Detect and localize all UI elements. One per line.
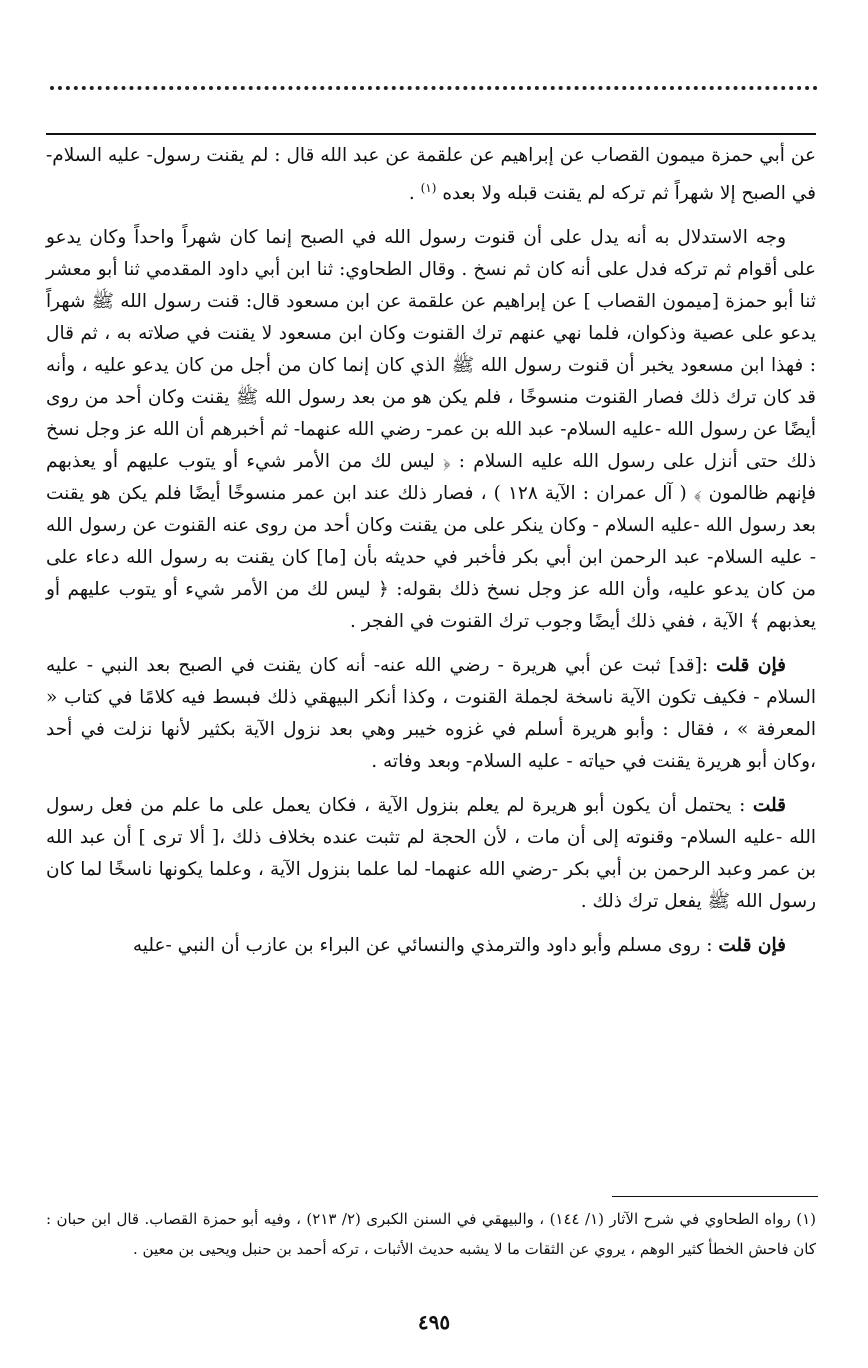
main-text [46, 140, 816, 974]
paragraph-lead: فإن قلت [718, 935, 786, 957]
top-dotted-separator [50, 86, 818, 90]
header-rule [46, 133, 816, 135]
footnote-text: (١) رواه الطحاوي في شرح الآثار (١/ ١٤٤) ، والبيهقي في السنن الكبرى (٢/ ٢١٣) ، وفيه أبو حمزة القصاب. قال ابن حبان : كان فاحش الخطأ كثير الوهم ، يروي عن الثقات ما لا يشبه حديث الأثبات ، تركه أحمد بن حنبل ويحيى بن معين . [46, 1210, 817, 1258]
footnote-rule [612, 1196, 818, 1197]
paragraph-continuation: عن أبي حمزة ميمون القصاب عن إبراهيم عن علقمة عن عبد الله قال : لم يقنت رسول- عليه السلام- في الصبح إلا شهراً ثم تركه لم يقنت قبله ولا بعده $^{(١)}$ . [46, 145, 816, 205]
paragraph-lead: فإن قلت [716, 655, 786, 677]
paragraph-objection-2: فإن قلت : روى مسلم وأبو داود والترمذي والنسائي عن البراء بن عازب أن النبي -عليه [132, 935, 786, 957]
paragraph-lead: قلت [752, 795, 786, 817]
page-number: ٤٩٥ [417, 1310, 451, 1334]
footnote-marker[interactable]: (١) [420, 181, 437, 195]
paragraph-objection: فإن قلت :[قد] ثبت عن أبي هريرة - رضي الله عنه- أنه كان يقنت في الصبح بعد النبي - عليه السلام - فكيف تكون الآية ناسخة لجملة القنوت ، وكذا أنكر البيهقي ذلك فبسط فيه كلامًا في كتاب « المعرفة » ، فقال : وأبو هريرة أسلم في غزوه خيبر وهي بعد نزول الآية بكثير لأنها نزلت في أحد ،وكان أبو هريرة يقنت في حياته - عليه السلام- وبعد وفاته . [46, 655, 816, 773]
paragraph-argument: وجه الاستدلال به أنه يدل على أن قنوت رسول الله في الصبح إنما كان شهراً واحداً وكان يدعو على أقوام ثم تركه فدل على أنه كان ثم نسخ . وقال الطحاوي: ثنا ابن أبي داود المقدمي ثنا أبو معشر ثنا أبو حمزة [ميمون القصاب ] عن إبراهيم عن علقمة عن ابن مسعود قال: قنت رسول الله ﷺ شهراً يدعو على عصية وذكوان، فلما نهي عنهم ترك القنوت وكان ابن مسعود لا يقنت في صلاته به ، ثم قال : فهذا ابن مسعود يخبر أن قنوت رسول الله ﷺ الذي كان إنما كان من أجل من كان يدعو عليه ، وأنه قد كان ترك ذلك فصار القنوت منسوخًا ، فلم يكن هو من بعد رسول الله ﷺ يقنت وكان أحد من روى أيضًا عن رسول الله -عليه السلام- عبد الله بن عمر- رضي الله عنهما- ثم أخبرهم أن الله عز وجل نسخ ذلك حتى أنزل على رسول الله عليه السلام : ﴿ ليس لك من الأمر شيء أو يتوب عليهم أو يعذبهم فإنهم ظالمون ﴾ ( آل عمران : الآية ١٢٨ ) ، فصار ذلك عند ابن عمر منسوخًا أيضًا فلم يكن هو يقنت بعد رسول الله -عليه السلام - وكان ينكر على من يقنت وكان أحد من روى عنه القنوت عن رسول الله - عليه السلام- عبد الرحمن ابن أبي بكر فأخبر في حديثه بأن [ما] كان يقنت به رسول الله دعاء على من كان يدعو عليه، وأن الله عز وجل نسخ ذلك بقوله: ﴿ ليس لك من الأمر شيء أو يتوب عليهم أو يعذبهم ﴾ الآية ، ففي ذلك أيضًا وجوب ترك القنوت في الفجر . [46, 227, 816, 633]
paragraph-reply: قلت : يحتمل أن يكون أبو هريرة لم يعلم بنزول الآية ، فكان يعمل على ما علم من فعل رسول الله -عليه السلام- وقنوته إلى أن مات ، لأن الحجة لم تثبت عنده بخلاف ذلك ،[ ألا ترى ] أن عبد الله بن عمر وعبد الرحمن بن أبي بكر -رضي الله عنهما- لما علما بنزول الآية ، وعلما يكونها ناسخًا لما كان رسول الله ﷺ يفعل ترك ذلك . [46, 795, 816, 913]
footnote [46, 1204, 816, 1264]
